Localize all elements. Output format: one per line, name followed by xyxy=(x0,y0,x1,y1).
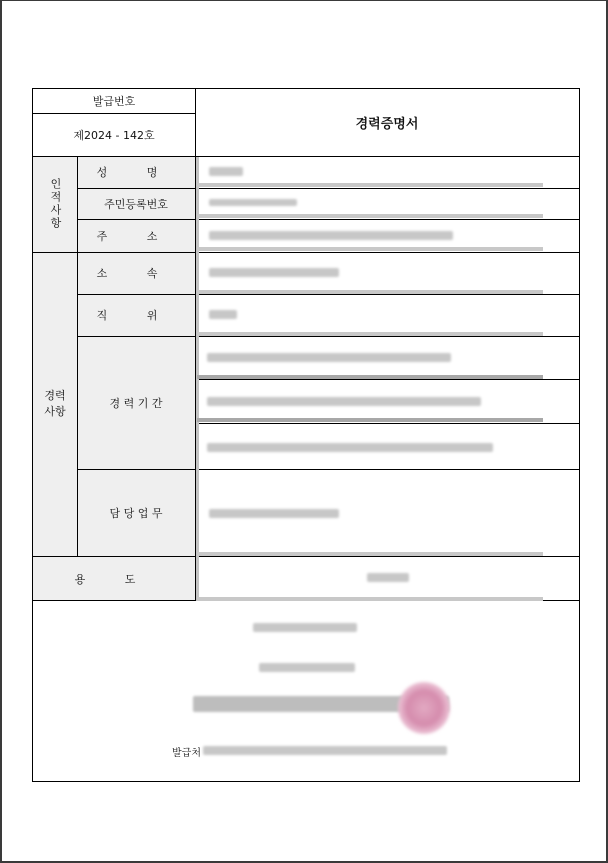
redacted-duty-value xyxy=(209,509,339,518)
field-underline xyxy=(197,375,543,379)
page-frame-top xyxy=(0,0,608,1)
field-underline xyxy=(197,418,543,422)
rule xyxy=(195,423,579,424)
field-underline xyxy=(197,332,543,336)
document-title: 경력증명서 xyxy=(355,117,419,132)
redacted-issue-date xyxy=(253,623,357,632)
rule xyxy=(33,556,579,557)
rrn-label: 주민등록번호 xyxy=(104,197,168,211)
rule xyxy=(33,113,195,114)
certificate-document xyxy=(32,88,580,782)
field-underline xyxy=(197,247,543,251)
personal-section-label: 인적사항 xyxy=(49,178,62,230)
redacted-position-value xyxy=(209,310,237,319)
field-underline xyxy=(197,290,543,294)
redacted-purpose-value xyxy=(367,573,409,582)
field-underline xyxy=(197,552,543,556)
page-frame-left xyxy=(0,0,2,863)
field-underline xyxy=(197,597,543,601)
issue-number-value: 제2024 - 142호 xyxy=(73,128,155,142)
affiliation-label: 소 속 xyxy=(96,267,176,280)
duty-label: 담 당 업 무 xyxy=(109,506,163,520)
rule xyxy=(77,156,78,556)
redacted-rrn-value xyxy=(209,199,297,206)
redacted-address-value xyxy=(209,231,453,240)
rule xyxy=(77,219,579,220)
rule xyxy=(77,336,579,337)
address-label: 주 소 xyxy=(96,229,176,243)
field-underline xyxy=(197,183,543,187)
career-section-label: 경력사항 xyxy=(44,389,66,418)
issue-number-label: 발급번호 xyxy=(92,95,136,108)
redacted-issuer-title xyxy=(259,663,355,672)
rule xyxy=(33,252,579,253)
rule xyxy=(195,379,579,380)
rule xyxy=(77,188,579,189)
redacted-career-period-3 xyxy=(207,443,493,452)
value-strip-edge xyxy=(196,157,199,601)
redacted-issuer-address xyxy=(203,746,447,755)
position-label: 직 위 xyxy=(96,309,176,322)
redacted-name-value xyxy=(209,167,243,176)
career-period-label: 경 력 기 간 xyxy=(109,396,163,410)
purpose-label: 용 도 xyxy=(74,572,154,586)
redacted-affiliation-value xyxy=(209,268,339,277)
rule xyxy=(77,294,579,295)
redacted-career-period-1 xyxy=(207,353,451,362)
redacted-career-period-2 xyxy=(207,397,481,406)
issuer-label: 발급처 xyxy=(172,747,201,759)
name-label: 성 명 xyxy=(96,166,176,179)
company-seal-stamp xyxy=(398,682,450,734)
rule xyxy=(77,469,579,470)
field-underline xyxy=(197,214,543,218)
rule xyxy=(33,156,579,157)
